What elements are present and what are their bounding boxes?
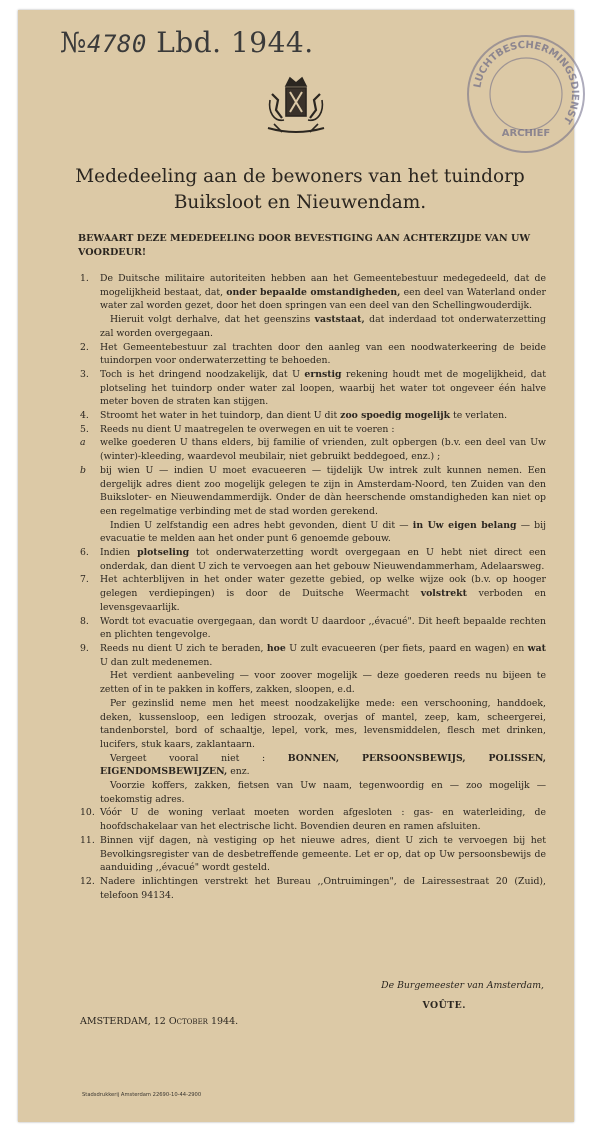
item-emphasis: onder bepaalde omstandigheden,: [226, 286, 401, 298]
item-number: 2.: [80, 341, 89, 353]
stamp-ring-text: [472, 40, 580, 126]
item-emphasis: wat: [527, 642, 546, 654]
item-text: dat inderdaad tot onderwaterzetting zal worden overgegaan.: [100, 314, 546, 339]
item-text: Reeds nu dient U zich te beraden,: [100, 642, 264, 654]
list-item: [78, 573, 546, 614]
item-text: Wordt tot evacuatie overgegaan, dan wordt U daardoor ,,évacué". Dit heeft bepaalde rechten en plichten tengevolge.: [100, 615, 546, 641]
list-subitem: [78, 436, 546, 463]
printer-imprint: Stadsdrukkerij Amsterdam 22690-10-44-2900: [82, 1092, 202, 1098]
item-text: U dan zult medenemen.: [100, 656, 213, 668]
archive-reference: [60, 26, 314, 59]
item-text: een deel van Waterland onder water zal worden gezet, door het doen springen van een deel van den Schellingwouderdijk.: [100, 286, 546, 312]
item-emphasis: ernstig: [304, 368, 342, 380]
item-text: Binnen vijf dagen, nà vestiging op het nieuwe adres, dient U zich te vervoegen bij het Bevolkingsregister van de desbetreffende gemeente. Let er op, dat op Uw persoonsbewijs de aanduiding ,,évacué" wordt gesteld.: [100, 834, 546, 874]
subitem-label: b: [80, 464, 86, 476]
item-text: Het achterblijven in het onder water gezette gebied, op welke wijze ook (b.v. op hooger gelegen verdiepingen) is door de Duitsche Weermacht: [100, 574, 546, 600]
item-text: De Duitsche militaire autoriteiten hebben aan het Gemeentebestuur medegedeeld, dat de mogelijkheid bestaat, dat,: [100, 273, 546, 298]
item-number: 3.: [80, 368, 89, 380]
title-line-1: Mededeeling aan de bewoners van het tuindorp: [75, 166, 525, 187]
amsterdam-coat-of-arms-icon: [264, 76, 328, 148]
list-item: [78, 642, 546, 669]
list-item-continuation: Het verdient aanbeveling — voor zoover mogelijk — deze goederen reeds nu bijeen te zetten of in te pakken in koffers, zakken, sloopen, e.d.: [100, 670, 546, 696]
item-number: 4.: [80, 410, 89, 422]
title-line-2: Buiksloot en Nieuwendam.: [173, 192, 427, 213]
list-item-continuation: Voorzie koffers, zakken, fietsen van Uw naam, tegenwoordig en — zoo mogelijk — toekomstig adres.: [100, 780, 546, 805]
item-text: Indien: [100, 547, 131, 559]
item-text: U zult evacueeren (per fiets, paard en wagen) en: [289, 642, 525, 654]
list-item-continuation: [78, 313, 546, 340]
item-text: Vóór U de woning verlaat moeten worden afgesloten : gas- en waterleiding, de hoofdschakelaar van het electrische licht. Bovendien deuren en ramen afsluiten.: [100, 807, 546, 833]
list-item: [78, 409, 546, 423]
stamp-center-text: ARCHIEF: [501, 128, 551, 139]
list-item: [78, 272, 546, 313]
item-number: 10.: [80, 807, 95, 819]
item-text: bij wien U — indien U moet evacueeren — tijdelijk Uw intrek zult kunnen nemen. Een dergelijk adres dient zoo mogelijk gelegen te zijn in Amsterdam-Noord, ten Zuiden van den Buiksloter- en Nieuwendammerdijk. Onder de dàn heerschende omstandigheden kan niet op een regelmatige verbinding met de stad worden gerekend.: [100, 464, 546, 517]
poster-sheet: [18, 10, 581, 1122]
item-text: — bij evacuatie te melden aan het onder punt 6 genoemde gebouw.: [100, 519, 546, 545]
list-subitem: [78, 464, 546, 519]
list-item: [78, 615, 546, 642]
item-number: 5.: [80, 423, 89, 435]
item-text: Vergeet vooral niet :: [110, 752, 266, 764]
item-text: welke goederen U thans elders, bij familie of vrienden, zult opbergen (b.v. een deel van Uw (winter)-kleeding, waardevol meubilair, niet gebruikt beddegoed, enz.) ;: [100, 437, 546, 463]
item-text: te verlaten.: [453, 410, 508, 422]
item-emphasis: volstrekt: [420, 588, 467, 600]
list-item-continuation: Per gezinslid neme men het meest noodzakelijke mede: een verschooning, handdoek, deken, kussensloop, een ledigen stroozak, overjas of mantel, zeep, kam, scheergerei, tandenborstel, bord of schaaltje, lepel, vork, mes, levensmiddelen, flesch met drinken, lucifers, stuk kaars, zaklantaarn.: [100, 697, 546, 750]
item-emphasis: vaststaat,: [314, 314, 365, 326]
item-text: Nadere inlichtingen verstrekt het Bureau ,,Ontruimingen", de Lairessestraat 20 (Zuid), telefoon 94134.: [100, 875, 546, 901]
item-text: enz.: [230, 766, 250, 778]
list-item: [78, 834, 546, 875]
list-item: [78, 806, 546, 833]
item-text: Toch is het dringend noodzakelijk, dat U: [100, 368, 300, 380]
item-text: Stroomt het water in het tuindorp, dan dient U dit: [100, 410, 338, 422]
item-number: 11.: [80, 834, 95, 846]
item-text: Hieruit volgt derhalve, dat het geenszins: [110, 314, 311, 326]
warning-line: BEWAART DEZE MEDEDEELING DOOR BEVESTIGING AAN ACHTERZIJDE VAN UW VOORDEUR!: [78, 233, 531, 258]
instructions: [78, 272, 546, 902]
item-number: 9.: [80, 642, 89, 654]
item-number: 1.: [80, 273, 89, 284]
list-item-continuation: [78, 752, 546, 779]
list-item: [78, 423, 546, 437]
item-number: 7.: [80, 574, 89, 586]
signature-name: VOÛTE.: [422, 1000, 466, 1011]
item-emphasis: hoe: [266, 642, 286, 654]
item-number: 8.: [80, 615, 89, 627]
poster-title: [40, 164, 560, 216]
item-text: tot onderwaterzetting wordt overgegaan en U hebt niet direct een onderdak, dan dient U zich te vervoegen aan het gebouw Nieuwendammerham, Adelaarsweg.: [100, 547, 546, 572]
item-text: Indien U zelfstandig een adres hebt gevonden, dient U dit —: [110, 519, 409, 531]
list-item: [78, 368, 546, 409]
stamp-ring-textpath: LUCHTBESCHERMINGSDIENST: [472, 39, 581, 126]
list-item: [78, 875, 546, 902]
ref-prefix: №: [60, 26, 87, 59]
signature-block: [300, 976, 544, 1016]
item-text: verboden en levensgevaarlijk.: [100, 588, 546, 613]
item-emphasis: plotseling: [137, 547, 190, 559]
item-emphasis: in Uw eigen belang: [412, 519, 517, 531]
ref-number: 4780: [87, 30, 147, 58]
item-number: 12.: [80, 875, 95, 887]
signature-title: De Burgemeester van Amsterdam,: [381, 980, 544, 991]
archive-stamp: [464, 32, 588, 156]
item-text: Reeds nu dient U maatregelen te overwegen en uit te voeren :: [100, 423, 395, 435]
list-item-continuation: [78, 519, 546, 546]
date-line: AMSTERDAM, 12 October 1944.: [80, 1016, 239, 1027]
item-text: Het Gemeentebestuur zal trachten door den aanleg van een noodwaterkeering de beide tuindorpen voor onderwaterzetting te behoeden.: [100, 341, 546, 367]
item-number: 6.: [80, 547, 89, 559]
list-item: [78, 341, 546, 368]
item-emphasis: zoo spoedig mogelijk: [340, 410, 451, 422]
item-emphasis: BONNEN, PERSOONSBEWIJS, POLISSEN, EIGENDOMSBEWIJZEN,: [100, 752, 546, 778]
item-text: rekening houdt met de mogelijkheid, dat plotseling het tuindorp onder water zal loopen, waarbij het water tot ongeveer één halve meter boven de straten kan stijgen.: [100, 368, 546, 408]
subitem-label: a: [80, 437, 86, 449]
ref-suffix: Lbd. 1944.: [156, 26, 314, 59]
list-item: [78, 546, 546, 573]
